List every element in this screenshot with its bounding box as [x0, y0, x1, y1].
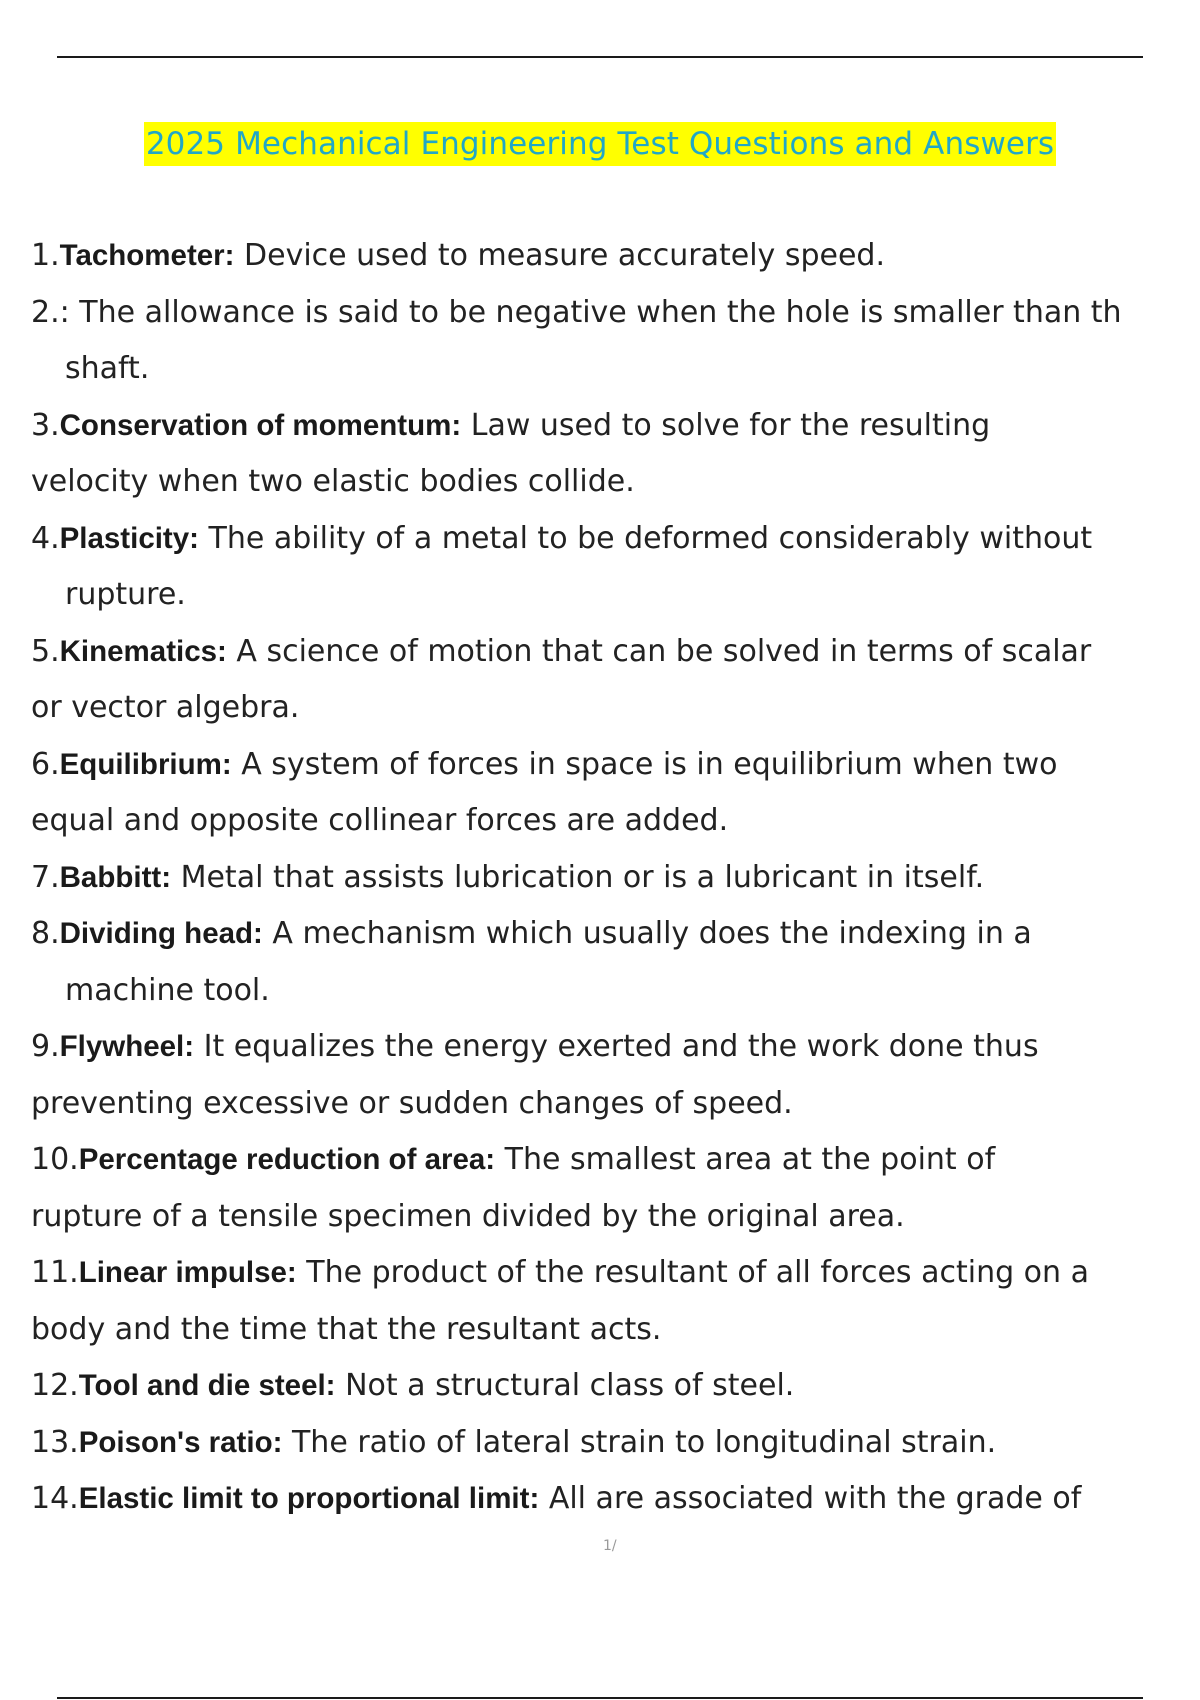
document-title: 2025 Mechanical Engineering Test Questions and Answers [144, 122, 1056, 166]
list-item [0, 1471, 1200, 1528]
item-definition: The ratio of lateral strain to longitudinal strain. [291, 1424, 997, 1460]
item-definition-continued: rupture. [65, 577, 186, 612]
bottom-rule [57, 1697, 1143, 1699]
item-first-line [0, 511, 1200, 568]
item-first-line [0, 624, 1200, 681]
item-first-line [0, 1245, 1200, 1302]
item-definition-continued: preventing excessive or sudden changes of speed. [31, 1085, 793, 1121]
item-definition: The allowance is said to be negative when the hole is smaller than th [79, 294, 1122, 330]
item-first-line [0, 850, 1200, 907]
list-item [0, 737, 1200, 850]
item-first-line [0, 228, 1200, 285]
list-item [0, 624, 1200, 737]
item-term: Equilibrium: [59, 747, 232, 781]
item-first-line [0, 1358, 1200, 1415]
list-item [0, 1019, 1200, 1132]
item-term: Plasticity: [59, 521, 199, 555]
list-item [0, 285, 1200, 398]
item-definition: All are associated with the grade of [548, 1481, 1082, 1516]
item-first-line [0, 1132, 1200, 1189]
item-term: Tool and die steel: [78, 1369, 336, 1402]
qa-list [0, 228, 1200, 1528]
item-number: 7. [31, 859, 60, 895]
item-definition-continued: shaft. [65, 351, 150, 386]
item-first-line [0, 1471, 1200, 1528]
item-definition: The ability of a metal to be deformed considerably without [208, 520, 1093, 556]
item-number: 6. [31, 746, 60, 782]
item-term: Percentage reduction of area: [78, 1143, 496, 1176]
item-number: 14. [31, 1481, 79, 1516]
item-term: Babbitt: [59, 860, 172, 894]
top-rule [57, 56, 1143, 58]
item-number: 13. [31, 1424, 79, 1460]
item-definition-continued: or vector algebra. [31, 690, 300, 725]
item-term: Tachometer: [59, 239, 235, 272]
list-item [0, 1415, 1200, 1472]
list-item [0, 1358, 1200, 1415]
item-first-line [0, 906, 1200, 963]
item-definition: Device used to measure accurately speed. [244, 238, 885, 273]
item-number: 11. [31, 1255, 79, 1290]
item-definition-continued: rupture of a tensile specimen divided by the original area. [31, 1198, 905, 1234]
item-term: Dividing head: [59, 917, 263, 950]
item-definition: The product of the resultant of all forces acting on a [306, 1255, 1089, 1290]
item-first-line [0, 285, 1200, 342]
list-item [0, 850, 1200, 907]
item-definition-continued: velocity when two elastic bodies collide. [31, 464, 635, 499]
item-number: 2. [31, 294, 60, 330]
item-term: Poison's ratio: [78, 1425, 283, 1459]
item-definition-continued: equal and opposite collinear forces are added. [31, 803, 729, 838]
item-definition: It equalizes the energy exerted and the work done thus [203, 1029, 1039, 1064]
item-term: Kinematics: [59, 634, 227, 668]
list-item [0, 511, 1200, 624]
item-number: 5. [31, 633, 60, 669]
item-definition: Law used to solve for the resulting [470, 407, 991, 443]
item-number: 3. [31, 407, 60, 443]
item-term: Linear impulse: [78, 1256, 297, 1289]
title-container [0, 122, 1200, 166]
item-definition: A mechanism which usually does the indexing in a [272, 916, 1032, 951]
list-item [0, 906, 1200, 1019]
item-definition: Not a structural class of steel. [345, 1368, 795, 1403]
list-item [0, 228, 1200, 285]
item-number: 4. [31, 520, 60, 556]
item-definition: A science of motion that can be solved in terms of scalar [236, 633, 1092, 669]
item-term: Elastic limit to proportional limit: [78, 1482, 540, 1515]
page-number: 1/ [603, 1538, 617, 1554]
item-number: 1. [31, 238, 60, 273]
item-number: 8. [31, 916, 60, 951]
item-number: 12. [31, 1368, 79, 1403]
item-definition: Metal that assists lubrication or is a lubricant in itself. [180, 859, 985, 895]
item-term: Flywheel: [59, 1030, 195, 1063]
item-number: 10. [31, 1142, 79, 1177]
item-first-line [0, 1415, 1200, 1472]
item-first-line [0, 398, 1200, 455]
item-term: Conservation of momentum: [59, 408, 462, 442]
item-number: 9. [31, 1029, 60, 1064]
list-item [0, 398, 1200, 511]
list-item [0, 1132, 1200, 1245]
item-term: : [59, 294, 70, 330]
list-item [0, 1245, 1200, 1358]
item-first-line [0, 1019, 1200, 1076]
item-first-line [0, 737, 1200, 794]
item-definition-continued: machine tool. [65, 972, 270, 1008]
item-definition: The smallest area at the point of [504, 1142, 996, 1177]
item-definition: A system of forces in space is in equilibrium when two [241, 746, 1058, 782]
item-definition-continued: body and the time that the resultant acts. [31, 1311, 662, 1347]
